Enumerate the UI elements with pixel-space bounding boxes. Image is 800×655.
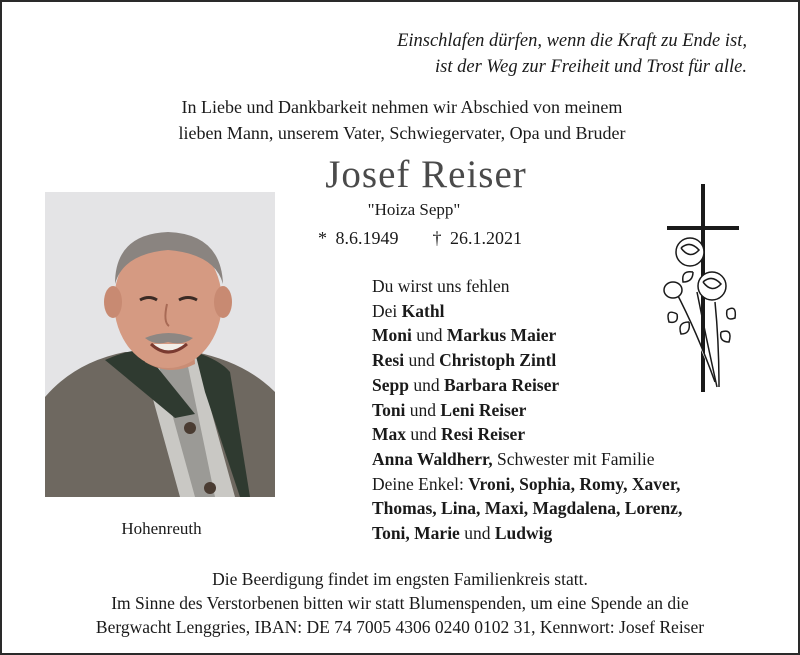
funeral-notice [22, 567, 778, 639]
mourners-intro: Du wirst uns fehlen [372, 276, 510, 296]
motto-line-1: Einschlafen dürfen, wenn die Kraft zu Ende ist, [397, 31, 747, 51]
intro-line-1: In Liebe und Dankbarkeit nehmen wir Abschied von meinem [181, 97, 623, 117]
mourner-line: Moni und Markus Maier [372, 325, 557, 346]
footer-line-3: Bergwacht Lenggries, IBAN: DE 74 7005 4306 0240 0102 31, Kennwort: Josef Reiser [95, 617, 705, 637]
mourner-line: Sepp und Barbara Reiser [372, 374, 560, 395]
mourner-line: Thomas, Lina, Maxi, Magdalena, Lorenz, [372, 498, 683, 519]
footer-line-1: Die Beerdigung findet im engsten Familienkreis statt. [212, 569, 588, 589]
place-of-residence: Hohenreuth [121, 519, 202, 538]
motto-quote [302, 28, 747, 80]
deceased-name: Josef Reiser [325, 153, 527, 196]
motto-line-2: ist der Weg zur Freiheit und Trost für alle. [435, 57, 747, 77]
footer-line-2: Im Sinne des Verstorbenen bitten wir statt Blumenspenden, um eine Spende an die [111, 593, 689, 613]
life-dates [318, 228, 522, 249]
mourner-line: Toni, Marie und Ludwig [372, 523, 553, 544]
mourner-line: Max und Resi Reiser [372, 424, 526, 445]
portrait-photo [45, 192, 275, 497]
intro-line-2: lieben Mann, unserem Vater, Schwiegervater, Opa und Bruder [178, 123, 626, 143]
mourner-line: Dei Kathl [372, 300, 445, 321]
mourner-line: Anna Waldherr, Schwester mit Familie [372, 448, 655, 469]
mourner-line: Resi und Christoph Zintl [372, 350, 557, 371]
portrait-illustration [45, 192, 275, 497]
intro-text [82, 94, 722, 146]
death-date: † 26.1.2021 [432, 228, 522, 248]
deceased-nickname: "Hoiza Sepp" [367, 200, 461, 219]
mourner-line: Deine Enkel: Vroni, Sophia, Romy, Xaver, [372, 473, 681, 494]
birth-date: * 8.6.1949 [318, 228, 399, 248]
mourner-line: Toni und Leni Reiser [372, 399, 527, 420]
mourners-list [372, 274, 772, 546]
